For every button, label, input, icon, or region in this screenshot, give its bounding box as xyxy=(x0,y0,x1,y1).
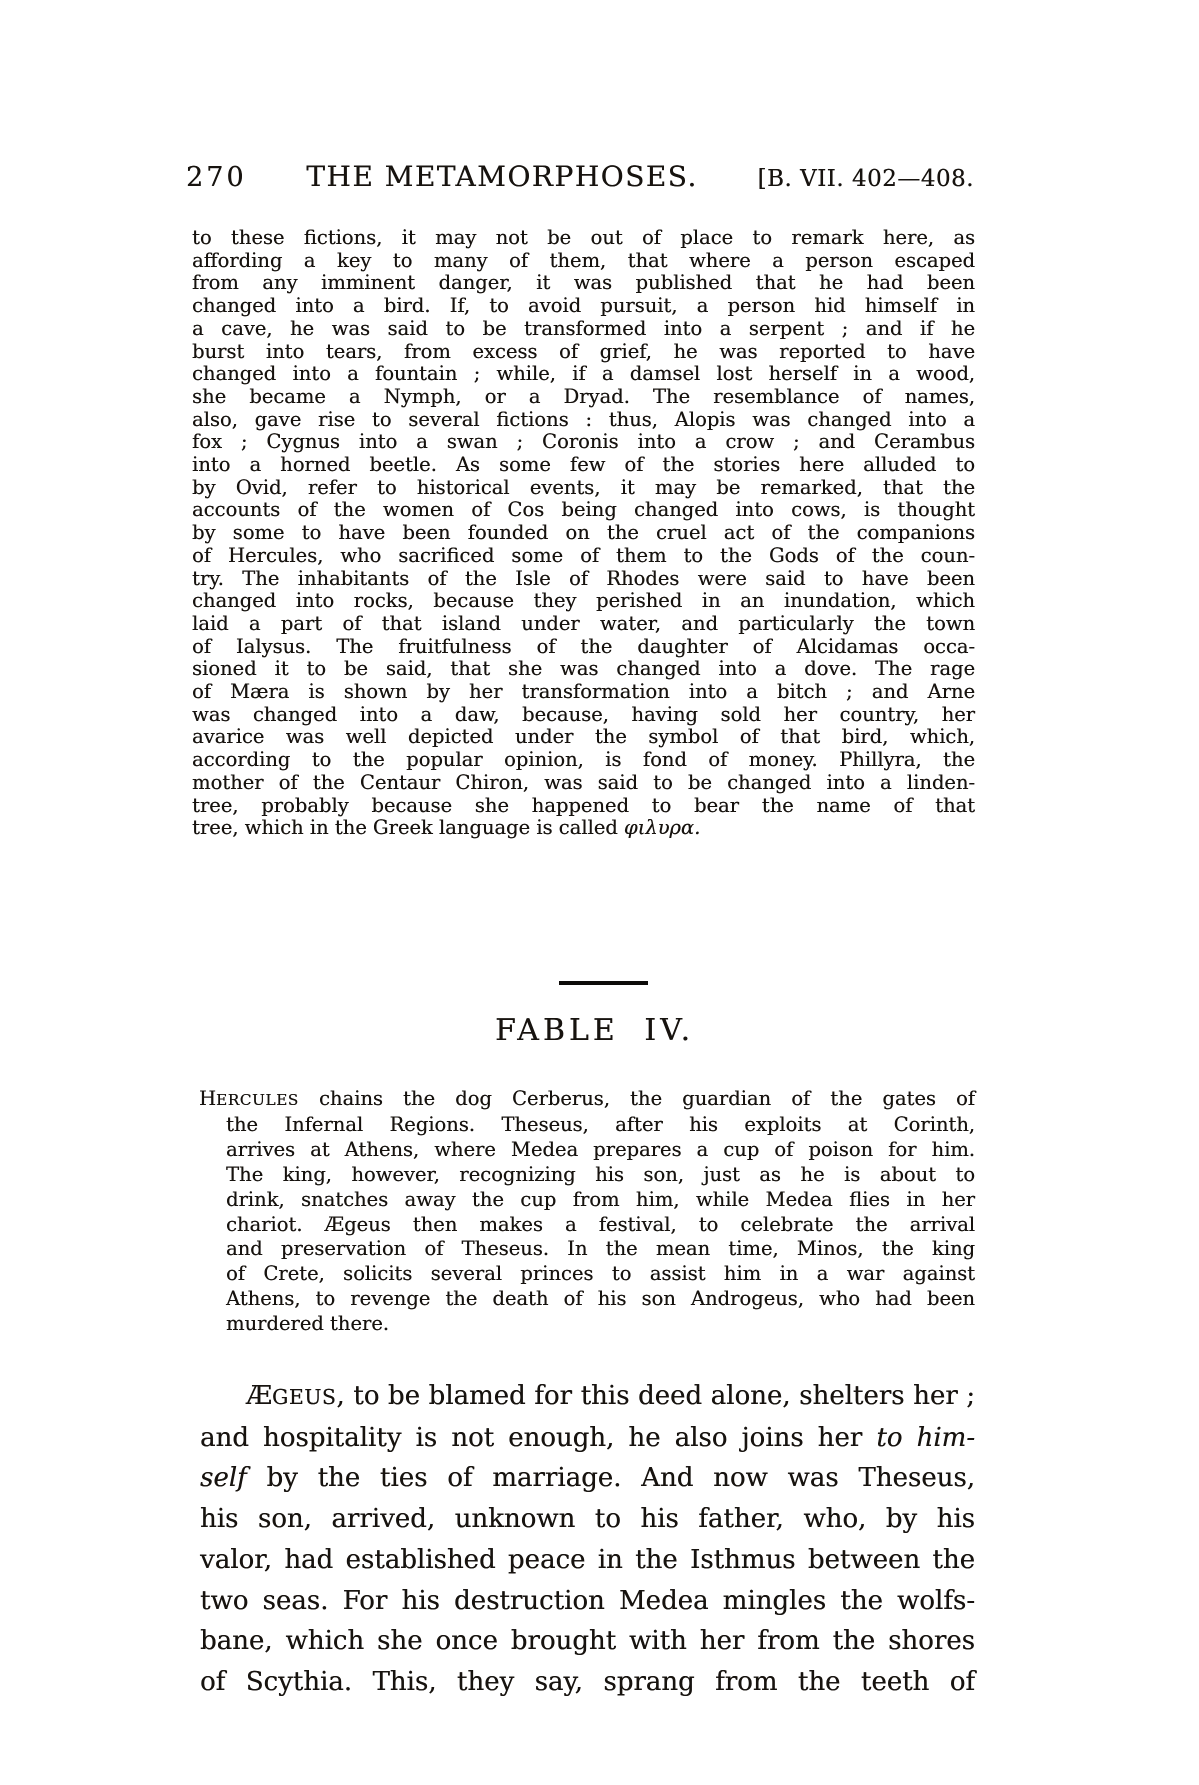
book-reference: [B. VII. 402—408. xyxy=(757,166,974,192)
fable-heading: FABLE IV. xyxy=(494,1013,695,1048)
summary-line: murdered there. xyxy=(226,1312,389,1336)
commentary-line: try. The inhabitants of the Isle of Rhodes were said to have been xyxy=(192,566,975,590)
page-number: 270 xyxy=(186,162,247,193)
text-segment: and hospitality is not enough, he also joins her xyxy=(200,1422,877,1453)
commentary-line: changed into rocks, because they perished in an inundation, which xyxy=(192,589,975,613)
body-line: bane, which she once brought with her from the shores xyxy=(200,1626,975,1657)
commentary-line: changed into a fountain ; while, if a damsel lost herself in a wood, xyxy=(192,362,975,386)
text-segment: by the ties of marriage. And now was Theseus, xyxy=(246,1463,975,1494)
commentary-line: avarice was well depicted under the symbol of that bird, which, xyxy=(192,725,975,749)
commentary-line: from any imminent danger, it was published that he had been xyxy=(192,271,975,295)
summary-line: The king, however, recognizing his son, just as he is about to xyxy=(226,1162,975,1186)
text-segment: to him- xyxy=(876,1422,975,1453)
commentary-line: to these fictions, it may not be out of place to remark here, as xyxy=(192,226,975,249)
section-divider xyxy=(559,981,648,985)
commentary-line: mother of the Centaur Chiron, was said to be changed into a linden- xyxy=(192,770,975,794)
commentary-paragraph xyxy=(192,227,975,840)
commentary-line xyxy=(192,817,975,840)
commentary-line: of Ialysus. The fruitfulness of the daughter of Alcidamas occa- xyxy=(192,634,975,658)
text-segment: self xyxy=(200,1463,247,1494)
body-line: his son, arrived, unknown to his father, who, by his xyxy=(200,1504,975,1535)
text-segment: ERCULES xyxy=(216,1091,299,1109)
commentary-line: of Hercules, who sacrificed some of them to the Gods of the coun- xyxy=(192,543,975,567)
commentary-line: was changed into a daw, because, having sold her country, her xyxy=(192,702,975,726)
text-segment: GEUS xyxy=(272,1385,337,1409)
commentary-line: also, gave rise to several fictions : thus, Alopis was changed into a xyxy=(192,407,975,431)
summary-line xyxy=(199,1087,975,1113)
commentary-line: by Ovid, refer to historical events, it may be remarked, that the xyxy=(192,475,975,499)
commentary-line: according to the popular opinion, is fond of money. Phillyra, the xyxy=(192,748,975,772)
summary-line: Athens, to revenge the death of his son Androgeus, who had been xyxy=(226,1287,975,1311)
page-header xyxy=(186,160,974,193)
commentary-line: by some to have been founded on the cruel act of the companions xyxy=(192,521,975,545)
body-line: of Scythia. This, they say, sprang from the teeth of xyxy=(200,1666,975,1697)
fable-body xyxy=(200,1376,975,1703)
summary-line: drink, snatches away the cup from him, while Medea flies in her xyxy=(226,1187,975,1211)
commentary-line: tree, probably because she happened to bear the name of that xyxy=(192,793,975,817)
summary-line: arrives at Athens, where Medea prepares a cup of poison for him. xyxy=(226,1137,975,1161)
text-segment: tree, which in the Greek language is called xyxy=(192,816,624,840)
running-title: THE METAMORPHOSES. xyxy=(306,160,698,193)
summary-line: and preservation of Theseus. In the mean time, Minos, the king xyxy=(226,1237,975,1261)
text-segment: Æ xyxy=(246,1381,273,1411)
commentary-line: into a horned beetle. As some few of the stories here alluded to xyxy=(192,453,975,477)
text-segment: H xyxy=(199,1087,217,1110)
commentary-line: of Mæra is shown by her transformation into a bitch ; and Arne xyxy=(192,680,975,704)
commentary-line: laid a part of that island under water, and particularly the town xyxy=(192,611,975,635)
commentary-line: fox ; Cygnus into a swan ; Coronis into a crow ; and Cerambus xyxy=(192,430,975,454)
summary-line: chariot. Ægeus then makes a festival, to celebrate the arrival xyxy=(226,1212,975,1236)
summary-line: of Crete, solicits several princes to assist him in a war against xyxy=(226,1262,975,1286)
commentary-line: burst into tears, from excess of grief, he was reported to have xyxy=(192,339,975,363)
text-segment: φιλυρα. xyxy=(623,816,701,840)
commentary-line: affording a key to many of them, that where a person escaped xyxy=(192,248,975,272)
commentary-line: accounts of the women of Cos being changed into cows, is thought xyxy=(192,498,975,522)
commentary-line: changed into a bird. If, to avoid pursuit, a person hid himself in xyxy=(192,294,975,318)
commentary-line: a cave, he was said to be transformed into a serpent ; and if he xyxy=(192,316,975,340)
summary-line: the Infernal Regions. Theseus, after his exploits at Corinth, xyxy=(226,1112,975,1136)
body-line xyxy=(200,1418,975,1459)
body-line xyxy=(200,1458,975,1499)
commentary-line: she became a Nymph, or a Dryad. The resemblance of names, xyxy=(192,384,975,408)
fable-summary xyxy=(199,1087,975,1337)
commentary-line: sioned it to be said, that she was changed into a dove. The rage xyxy=(192,657,975,681)
text-segment: , to be blamed for this deed alone, shelters her ; xyxy=(336,1381,975,1411)
text-segment: chains the dog Cerberus, the guardian of the gates of xyxy=(298,1087,975,1110)
body-line: valor, had established peace in the Isthmus between the xyxy=(200,1544,975,1575)
body-line xyxy=(200,1376,975,1418)
body-line: two seas. For his destruction Medea mingles the wolfs- xyxy=(200,1585,975,1616)
